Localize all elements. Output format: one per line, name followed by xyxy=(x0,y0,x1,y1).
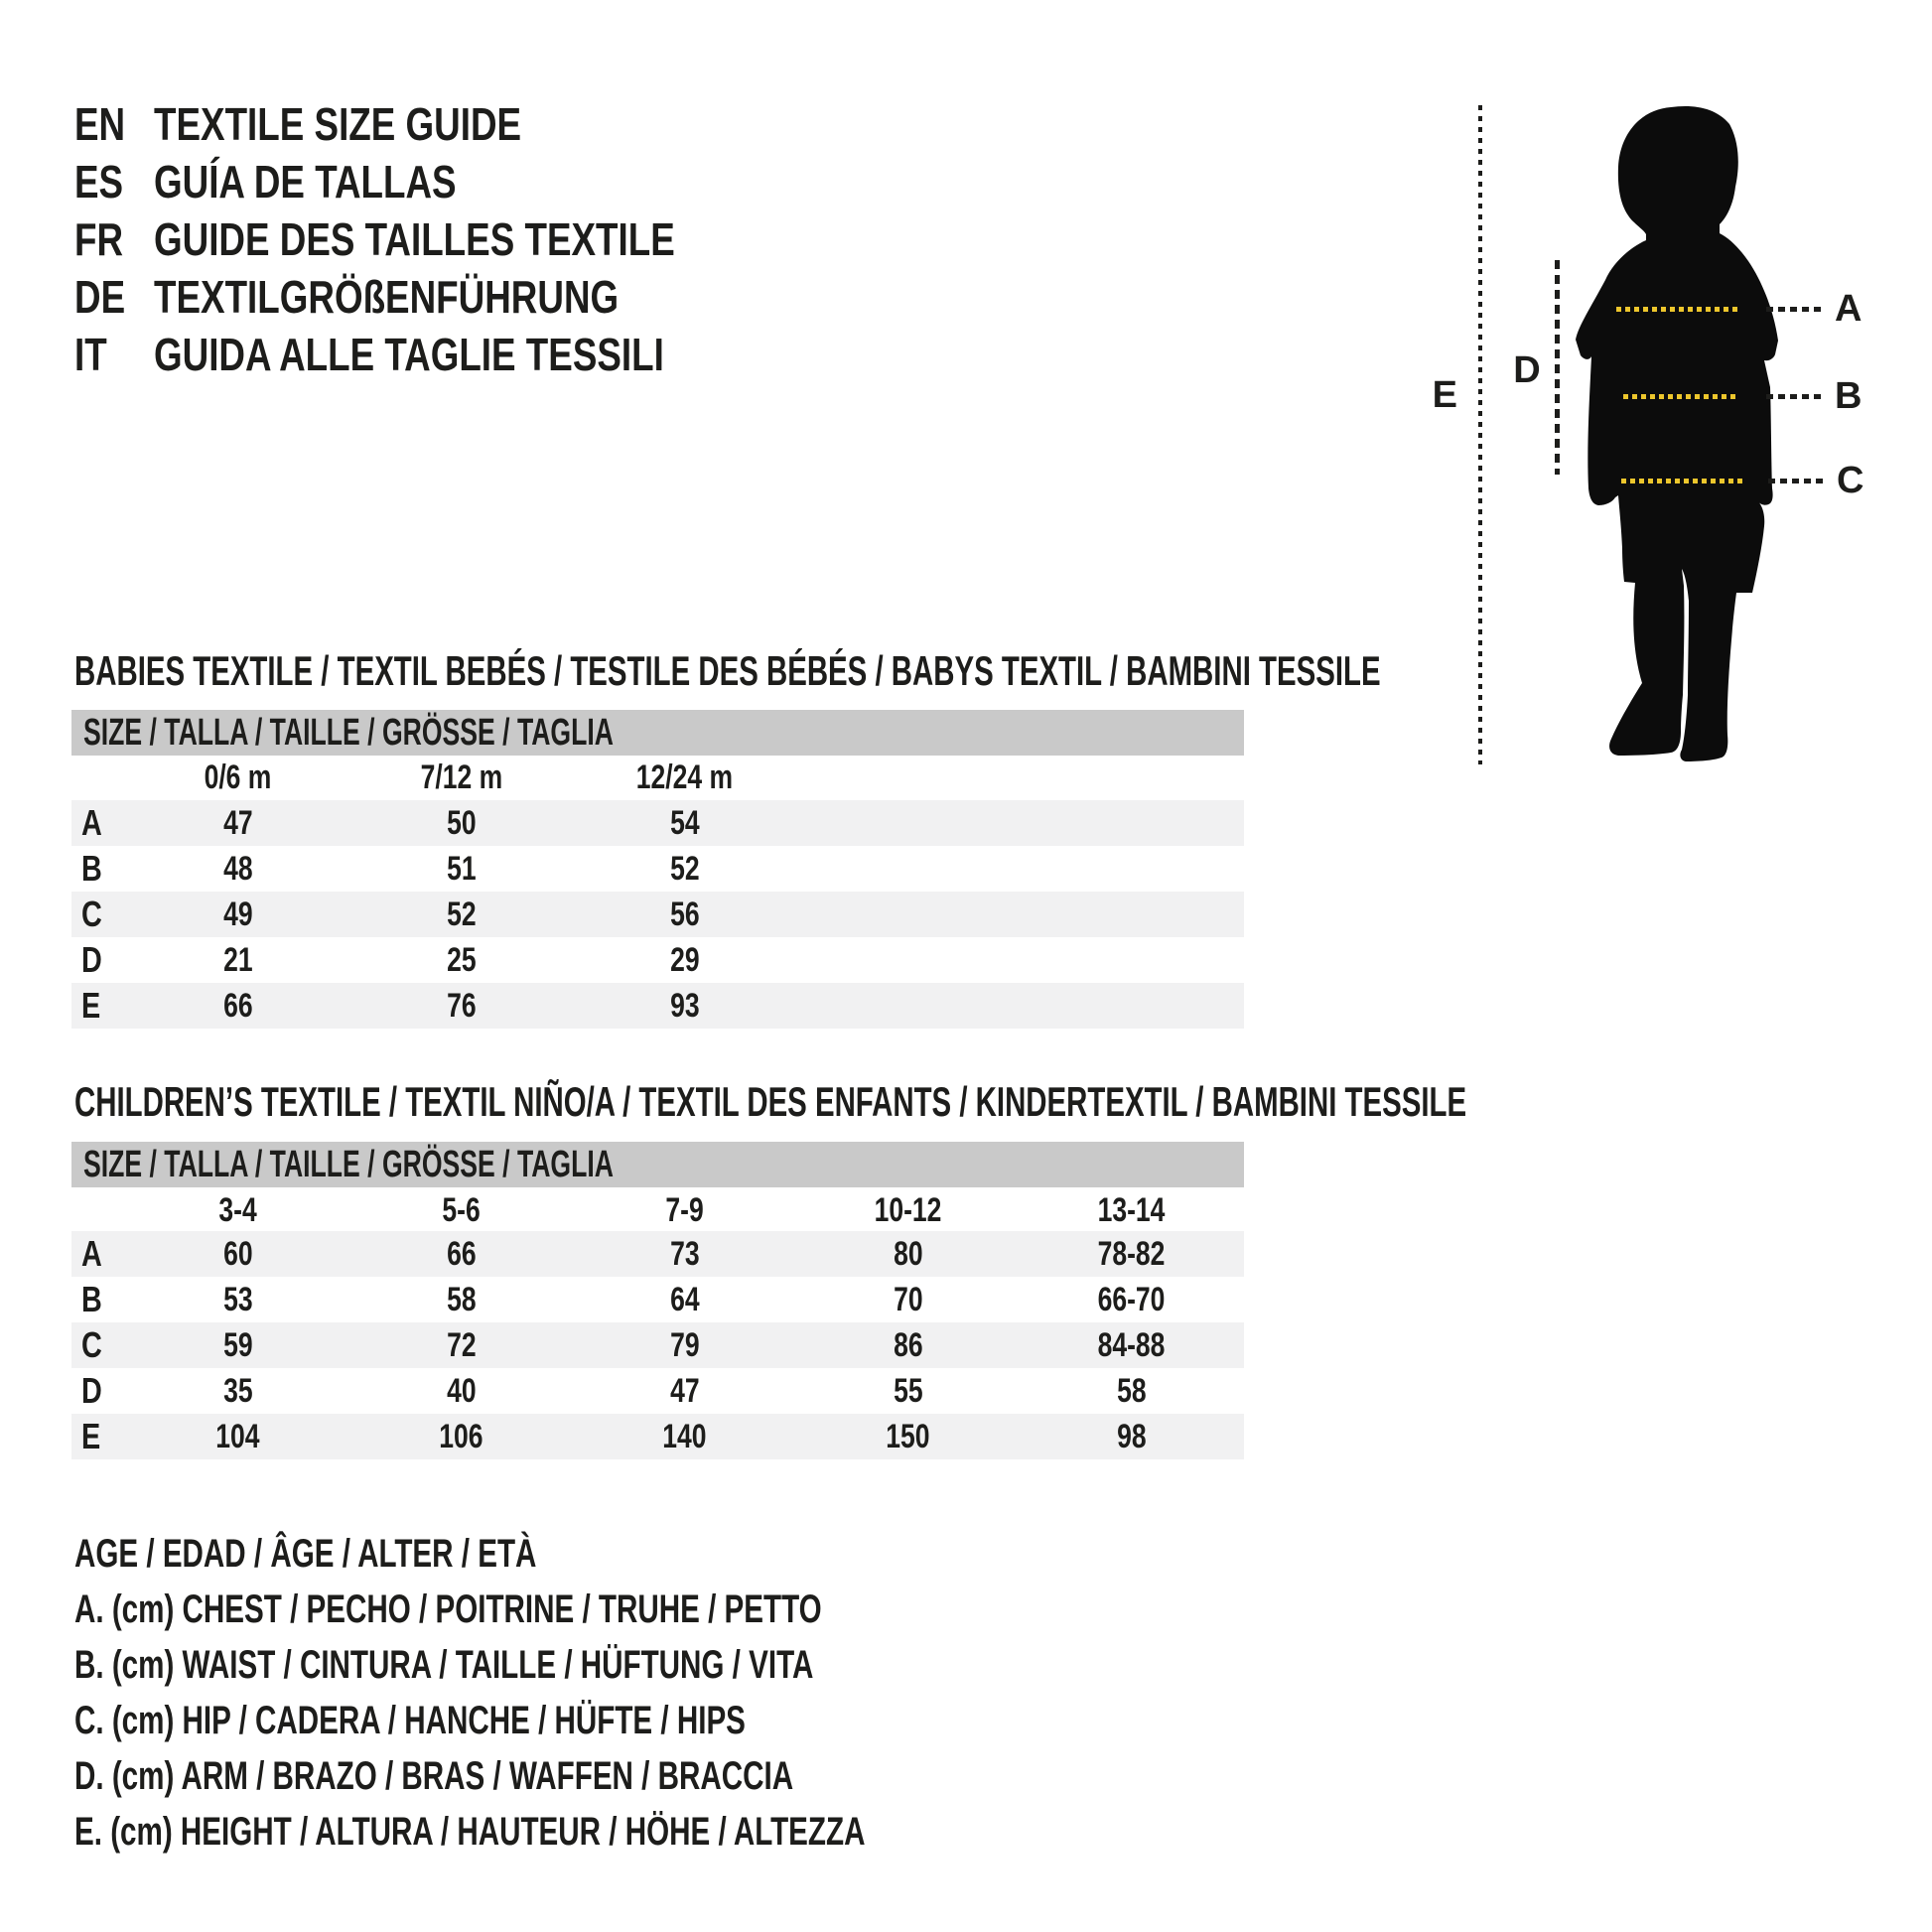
table-cell: 72 xyxy=(446,1325,477,1364)
babies-size-header-bar: SIZE / TALLA / TAILLE / GRÖSSE / TAGLIA xyxy=(71,710,1244,756)
table-cell: 35 xyxy=(222,1371,253,1410)
table-cell: 25 xyxy=(446,940,477,979)
legend-line-waist: B. (cm) WAIST / CINTURA / TAILLE / HÜFTUNG / VITA xyxy=(74,1642,814,1687)
waist-leader-line xyxy=(1766,394,1826,399)
waist-measure-dotted-line xyxy=(1623,394,1735,399)
table-cell: 21 xyxy=(222,940,253,979)
row-label: D xyxy=(81,1370,102,1411)
children-row-d xyxy=(71,1368,1244,1414)
children-row-e xyxy=(71,1414,1244,1459)
column-header: 0/6 m xyxy=(204,758,272,796)
lang-row-en xyxy=(74,95,805,153)
row-label: B xyxy=(81,848,102,889)
children-column-header-row xyxy=(71,1187,1244,1233)
babies-row-b xyxy=(71,846,1244,892)
legend-line-age: AGE / EDAD / ÂGE / ALTER / ETÀ xyxy=(74,1531,537,1576)
table-cell: 98 xyxy=(1116,1417,1147,1455)
lang-code: IT xyxy=(74,329,107,380)
guide-title-de: TEXTILGRÖßENFÜHRUNG xyxy=(154,271,620,323)
table-cell: 78-82 xyxy=(1097,1234,1166,1273)
table-cell: 47 xyxy=(669,1371,700,1410)
table-cell: 80 xyxy=(893,1234,923,1273)
table-cell: 52 xyxy=(446,895,477,933)
lang-row-es xyxy=(74,153,805,210)
table-cell: 58 xyxy=(446,1280,477,1318)
legend-line-chest: A. (cm) CHEST / PECHO / POITRINE / TRUHE / PETTO xyxy=(74,1587,822,1631)
guide-title-fr: GUIDE DES TAILLES TEXTILE xyxy=(154,213,675,265)
table-cell: 50 xyxy=(446,803,477,842)
table-cell: 86 xyxy=(893,1325,923,1364)
guide-title-en: TEXTILE SIZE GUIDE xyxy=(154,98,522,150)
lang-row-it xyxy=(74,326,805,383)
legend-line-height: E. (cm) HEIGHT / ALTURA / HAUTEUR / HÖHE / ALTEZZA xyxy=(74,1809,866,1854)
table-cell: 48 xyxy=(222,849,253,888)
measure-label-d: D xyxy=(1513,349,1541,391)
table-cell: 55 xyxy=(893,1371,923,1410)
table-cell: 140 xyxy=(662,1417,707,1455)
legend-line-arm: D. (cm) ARM / BRAZO / BRAS / WAFFEN / BRACCIA xyxy=(74,1753,794,1798)
babies-section-title: BABIES TEXTILE / TEXTIL BEBÉS / TESTILE DES BÉBÉS / BABYS TEXTIL / BAMBINI TESSILE xyxy=(74,647,1381,694)
row-label: A xyxy=(81,802,102,843)
column-header: 5-6 xyxy=(442,1190,481,1229)
table-cell: 29 xyxy=(669,940,700,979)
table-cell: 70 xyxy=(893,1280,923,1318)
babies-column-header-row xyxy=(71,755,1244,800)
measure-label-b: B xyxy=(1835,375,1863,417)
row-label: E xyxy=(81,1416,101,1456)
babies-row-d xyxy=(71,937,1244,983)
children-row-a xyxy=(71,1231,1244,1277)
guide-title-es: GUÍA DE TALLAS xyxy=(154,156,457,207)
row-label: D xyxy=(81,939,102,980)
babies-row-a xyxy=(71,800,1244,846)
row-label: A xyxy=(81,1233,102,1274)
table-cell: 106 xyxy=(439,1417,483,1455)
guide-title-it: GUIDA ALLE TAGLIE TESSILI xyxy=(154,329,664,380)
table-cell: 54 xyxy=(669,803,700,842)
table-cell: 66 xyxy=(222,986,253,1025)
hip-measure-dotted-line xyxy=(1621,479,1743,483)
table-cell: 66 xyxy=(446,1234,477,1273)
legend-line-hip: C. (cm) HIP / CADERA / HANCHE / HÜFTE / HIPS xyxy=(74,1698,746,1742)
table-cell: 59 xyxy=(222,1325,253,1364)
lang-code: ES xyxy=(74,156,124,207)
table-cell: 66-70 xyxy=(1097,1280,1166,1318)
babies-row-e xyxy=(71,983,1244,1029)
lang-code: EN xyxy=(74,98,126,150)
table-cell: 150 xyxy=(886,1417,930,1455)
row-label: E xyxy=(81,985,101,1026)
row-label: C xyxy=(81,894,102,934)
table-cell: 53 xyxy=(222,1280,253,1318)
table-cell: 58 xyxy=(1116,1371,1147,1410)
chest-leader-line xyxy=(1766,307,1826,312)
measurement-legend xyxy=(74,1526,1143,1860)
table-cell: 73 xyxy=(669,1234,700,1273)
table-cell: 40 xyxy=(446,1371,477,1410)
children-section-title: CHILDREN’S TEXTILE / TEXTIL NIÑO/A / TEXTIL DES ENFANTS / KINDERTEXTIL / BAMBINI TESSILE xyxy=(74,1078,1467,1125)
lang-code: DE xyxy=(74,271,126,323)
language-title-block xyxy=(74,95,805,383)
column-header: 10-12 xyxy=(874,1190,942,1229)
row-label: C xyxy=(81,1324,102,1365)
table-cell: 84-88 xyxy=(1097,1325,1166,1364)
table-cell: 49 xyxy=(222,895,253,933)
table-cell: 104 xyxy=(215,1417,260,1455)
lang-code: FR xyxy=(74,213,124,265)
row-label: B xyxy=(81,1279,102,1319)
arm-measure-dashed-line xyxy=(1555,260,1560,475)
chest-measure-dotted-line xyxy=(1616,307,1741,312)
measure-label-c: C xyxy=(1837,460,1864,501)
hip-leader-line xyxy=(1768,479,1828,483)
table-cell: 76 xyxy=(446,986,477,1025)
measure-label-a: A xyxy=(1835,288,1863,330)
lang-row-de xyxy=(74,268,805,326)
children-size-header-bar: SIZE / TALLA / TAILLE / GRÖSSE / TAGLIA xyxy=(71,1142,1244,1187)
lang-row-fr xyxy=(74,210,805,268)
table-cell: 52 xyxy=(669,849,700,888)
table-cell: 56 xyxy=(669,895,700,933)
measure-label-e: E xyxy=(1432,374,1457,416)
column-header: 3-4 xyxy=(218,1190,257,1229)
children-row-b xyxy=(71,1277,1244,1322)
table-cell: 64 xyxy=(669,1280,700,1318)
babies-row-c xyxy=(71,892,1244,937)
column-header: 13-14 xyxy=(1097,1190,1166,1229)
column-header: 7/12 m xyxy=(420,758,502,796)
column-header: 12/24 m xyxy=(635,758,734,796)
table-cell: 93 xyxy=(669,986,700,1025)
table-cell: 79 xyxy=(669,1325,700,1364)
table-cell: 51 xyxy=(446,849,477,888)
column-header: 7-9 xyxy=(665,1190,704,1229)
table-cell: 47 xyxy=(222,803,253,842)
table-cell: 60 xyxy=(222,1234,253,1273)
children-row-c xyxy=(71,1322,1244,1368)
